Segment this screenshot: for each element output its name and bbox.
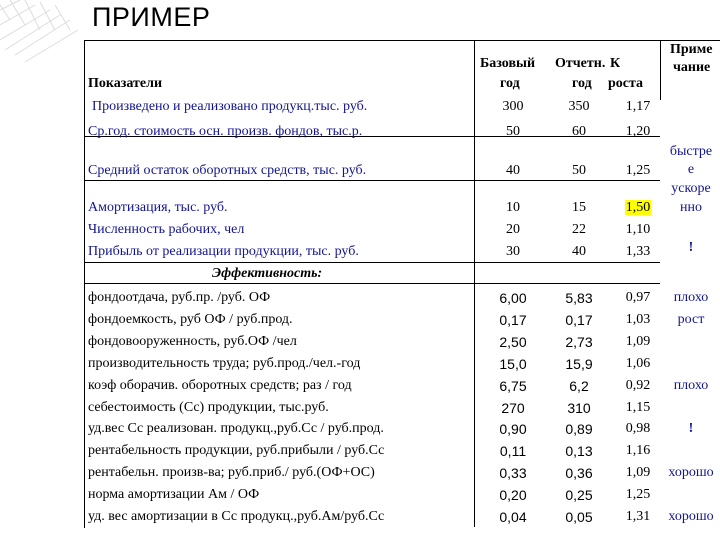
efficiency-note: ! [688,421,694,436]
efficiency-base: 0,11 [499,443,527,459]
efficiency-label: норма амортизации Ам / ОФ [88,487,260,502]
efficiency-report: 0,17 [565,312,593,328]
efficiency-label: себестоимость (Сс) продукции, тыс.руб. [88,400,329,415]
row-report: 350 [568,99,590,114]
efficiency-report: 0,13 [565,443,593,459]
efficiency-k: 1,06 [625,356,651,371]
efficiency-label: коэф оборачив. оборотных средств; раз / год [88,378,352,393]
header-base-2: год [500,76,520,91]
note-text: нно [680,200,702,215]
slide-title: ПРИМЕР [92,2,211,32]
efficiency-report: 0,25 [565,487,593,503]
row-report: 15 [572,200,586,215]
header-indicators: Показатели [88,76,163,91]
efficiency-note: хорошо [668,465,714,480]
slide-decoration [0,0,80,70]
efficiency-label: фондоемкость, руб ОФ / руб.прод. [88,312,293,327]
efficiency-report: 6,2 [569,378,589,394]
row-base: 50 [506,124,520,139]
efficiency-report: 0,89 [565,421,593,437]
efficiency-k: 0,97 [625,290,651,305]
efficiency-base: 0,17 [499,312,527,328]
efficiency-report: 2,73 [565,334,593,350]
highlight-value: 1,50 [625,200,651,215]
efficiency-label: рентабельность продукции, руб.прибыли / руб.Сс [88,443,385,458]
efficiency-label: производительность труда; руб.прод./чел.-год [88,356,361,371]
row-divider [84,262,660,263]
efficiency-note: плохо [673,378,709,393]
row-report: 50 [572,163,586,178]
row-k: 1,20 [625,124,651,139]
note-text: быстре [669,144,713,159]
efficiency-k: 1,09 [625,334,651,349]
row-label: Средний остаток оборотных средств, тыс. руб. [88,163,367,178]
efficiency-base: 2,50 [499,334,527,350]
row-base: 300 [502,99,524,114]
efficiency-report: 0,36 [565,465,593,481]
row-label: Ср.год. стоимость осн. произв. фондов, тыс.р. [88,124,363,139]
efficiency-note: плохо [673,290,709,305]
row-k: 1,25 [625,163,651,178]
row-k: 1,17 [625,99,651,114]
header-k-2: роста [608,76,644,91]
efficiency-k: 1,31 [625,509,651,524]
efficiency-report: 310 [567,400,591,416]
row-base: 40 [506,163,520,178]
efficiency-label: уд.вес Сс реализован. продукц.,руб.Сс / руб.прод. [88,421,384,436]
efficiency-label: фондовооруженность, руб.ОФ /чел [88,334,297,349]
efficiency-note: хорошо [668,509,714,524]
efficiency-label: фондоотдача, руб.пр. /руб. ОФ [88,290,271,305]
header-note-2: чание [673,60,711,75]
efficiency-base: 0,20 [499,487,527,503]
efficiency-k: 1,15 [625,400,651,415]
row-label: Произведено и реализовано продукц.тыс. руб. [92,99,368,114]
efficiency-k: 1,25 [625,487,651,502]
row-report: 40 [572,244,586,259]
note-text: ! [688,240,694,255]
header-k-1: К [610,56,621,71]
efficiency-base: 270 [501,400,525,416]
efficiency-base: 15,0 [499,356,527,372]
section-title: Эффективность: [212,266,323,281]
row-k: 1,33 [625,244,651,259]
efficiency-base: 0,33 [499,465,527,481]
row-base: 20 [506,222,520,237]
efficiency-k: 0,98 [625,421,651,436]
efficiency-k: 0,92 [625,378,651,393]
efficiency-base: 0,04 [499,509,527,525]
efficiency-note: рост [677,312,705,327]
efficiency-report: 0,05 [565,509,593,525]
note-text: ускоре [671,181,711,196]
row-label: Прибыль от реализации продукции, тыс. руб. [88,244,359,259]
row-k: 1,10 [625,222,651,237]
efficiency-report: 5,83 [565,290,593,306]
col-divider [660,40,661,100]
row-report: 60 [572,124,586,139]
efficiency-base: 0,90 [499,421,527,437]
efficiency-report: 15,9 [565,356,593,372]
efficiency-label: рентабельн. произв-ва; руб.приб./ руб.(ОФ+ОС) [88,465,375,480]
row-divider [84,283,660,284]
header-base-1: Базовый [480,56,536,71]
row-label: Амортизация, тыс. руб. [88,200,228,215]
header-report-1: Отчетн. [555,56,606,71]
note-text: е [687,162,695,177]
row-label: Численность рабочих, чел [88,222,245,237]
efficiency-label: уд. вес амортизации в Сс продукц.,руб.Ам/руб.Сс [88,509,385,524]
efficiency-base: 6,75 [499,378,527,394]
header-report-2: год [572,76,592,91]
header-note-1: Приме [670,42,713,57]
row-divider [84,180,660,181]
efficiency-k: 1,09 [625,465,651,480]
efficiency-base: 6,00 [499,290,527,306]
row-base: 30 [506,244,520,259]
efficiency-k: 1,03 [625,312,651,327]
efficiency-k: 1,16 [625,443,651,458]
row-report: 22 [572,222,586,237]
row-base: 10 [506,200,520,215]
